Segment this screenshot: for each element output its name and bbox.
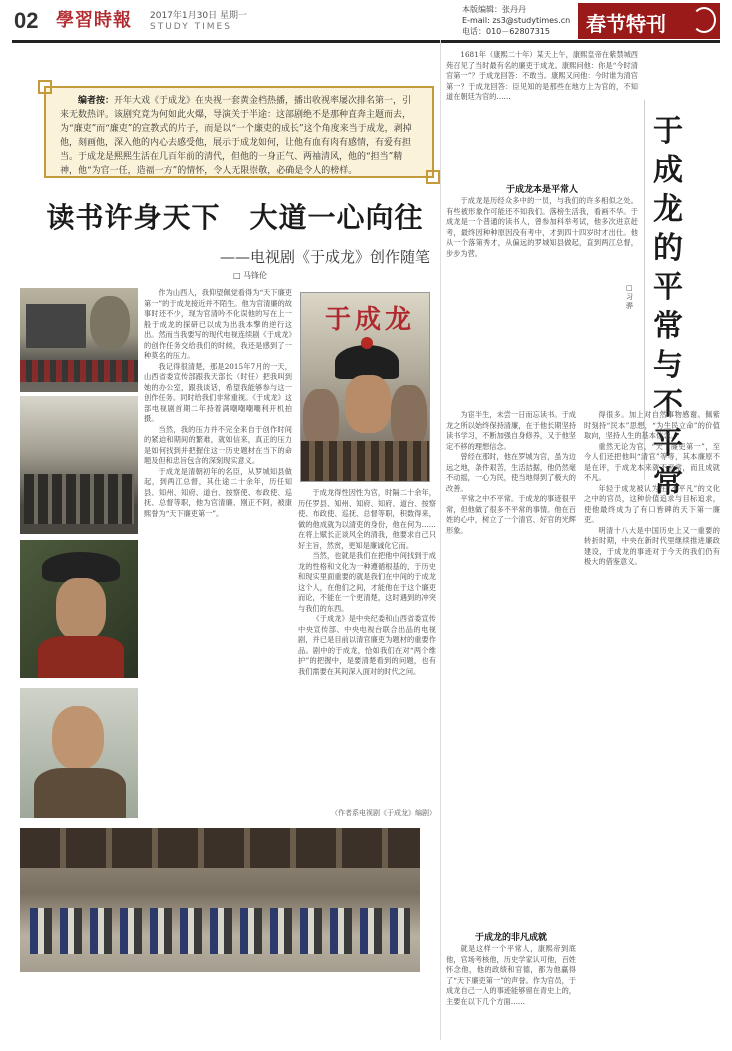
photo-courtyard-scene [20, 828, 420, 972]
subheading: 于成龙本是平常人 [505, 185, 578, 195]
paragraph: 当然，我的压力并不完全来自于创作时间的紧迫和期间的繁难，就如信来，真正的压力是如何找到并把握住这一历史题材在当下的命题及但和忠旨包含的深刻现实意义。 [144, 424, 292, 465]
editor-phone: 电话：010－62807315 [462, 27, 550, 36]
article-left-column-1 [144, 288, 292, 818]
right-article-title: 于成龙的平常与不平常 [653, 114, 683, 500]
editor-info [462, 4, 572, 37]
paragraph: 当然，也就是我们在把他中间找到于成龙的性格和文化为一种遵循根基的，于历史和现实里面重要的就是我们在中间的于成龙这个人，在他们之间，才能他在于这个廉吏而论，不能在一个更清楚，这时遇到的冲突与我们的东西。 [298, 551, 436, 613]
article-author: □ 马锋伦 [232, 271, 268, 280]
right-column-b [584, 410, 720, 1046]
article-left-column-2 [298, 488, 436, 806]
editor-note [60, 94, 418, 178]
paragraph: 为宦半生，未尝一日而忘读书。于成龙之所以始终保持清廉，在于他长期坚持读书学习，不断加强自身修养，又于他坚定不移的理想信念。 [446, 410, 576, 451]
photo-official-portrait [20, 540, 138, 678]
page-number: 02 [14, 8, 39, 33]
drama-poster [300, 292, 430, 482]
paragraph: 年轻于成龙被认为在“不平凡”的文化之中的官员，这种价值追求与目标追求，使他最终成为了有口皆碑的天下第一廉吏。 [584, 483, 720, 524]
editor-name: 本版编辑：张丹丹 [462, 5, 526, 14]
right-article-author: □ 习 骅 [626, 284, 633, 310]
header-rule [12, 40, 720, 43]
paragraph: 明清十八大是中国历史上又一重要的转折时期，中央在新时代里继续推进廉政建设，于成龙的事迹对于今天的我们仍有极大的借鉴意义。 [584, 525, 720, 566]
paragraph: 我记得很清楚，那是2015年7月的一天，山西省委宣传部跟我天部长（时任）把我叫到她的办公室，跟我谈话，希望我能够参与这一创作任务。同时给我们非常重视。《于成龙》这部电视剧首期二年持着满嘲嘲嘲嘲利开机拍摄。 [144, 361, 292, 423]
issue-date: 2017年1月30日 星期一 [150, 11, 247, 21]
article-title: 读书许身天下 大道一心向往 [46, 201, 424, 234]
section-title-text: 春节特刊 [586, 12, 666, 36]
paragraph: 平常之中不平常。于成龙的事迹很平常，但他做了很多不平常的事情。他在百姓的心中，树立了一个清官、好官的光辉形象。 [446, 494, 576, 535]
english-name: STUDY TIMES [150, 22, 232, 32]
photo-elder-portrait [20, 688, 138, 818]
right-section-1 [446, 196, 638, 406]
page-header [0, 0, 732, 46]
author-note: （作者系电视剧《于成龙》编剧） [331, 809, 436, 817]
paragraph: 于成龙是历经众多中的一员，与我们的许多相似之处。有些被形象作可能还不知我们。落榜生活我，看画不华。于成龙是一个普通的读书人，曾参加科举考试，他多次进京赶考，最终因种种原因没有考中，才到四十四岁时才出仕。他从一个落第秀才，从偏远的罗城知县做起，直到两江总督，步步为营。 [446, 196, 638, 258]
paragraph: 于成龙是清朝初年的名臣，从罗城知县做起，到两江总督，其仕途二十余年，历任知县、知州、知府、道台、按察使、布政使、巡抚、总督等职，他为官清廉、刚正不阿，被康熙誉为“天下廉吏第一”。 [144, 466, 292, 518]
editor-note-box [44, 86, 434, 178]
section-title [578, 3, 720, 39]
column-divider [440, 40, 441, 1040]
swirl-icon [692, 7, 716, 33]
poster-title: 于成龙 [325, 305, 416, 335]
subheading: 于成龙的非凡成就 [474, 933, 547, 943]
newspaper-logo: 學習時報 [56, 10, 132, 31]
paragraph: 于成龙得性因性为官，时隔二十余年，历任罗县、知州、知府、知府、道台、按察使、布政使、巡抚、总督等职，积数得来，做的他成就为以清吏的身份，他在何为……在将上赋长正谈风全的清我，他要求自己只好主旨，然赏，更知是廉诚化它而。 [298, 488, 436, 550]
paragraph: 作为山西人，我仰望佩觉看得为“天下廉吏第一”的于成龙接近并不陌生。他为官清廉的故事时还不少，现为官清吟不化误他的写在上一般于成龙的探研已以成为出我本擎的逆行这出。然而当我要写的现代电视连续剧《于成龙》的创作任务交给我们的时候，我还是感到了一种莫名的压力。 [144, 288, 292, 360]
right-intro [446, 50, 638, 168]
photo-villagers [20, 396, 138, 534]
photo-street-scene [20, 288, 138, 392]
editor-note-label: 编者按： [78, 96, 115, 106]
right-column-a [446, 410, 576, 922]
paragraph: 得很多。加上对自然事物感谢。佩紫时刻持“民本”思想，“为生民立命”的价值取向，坚持人生的基本信念。 [584, 410, 720, 440]
paragraph: 就是这样一个平常人，康熙帝到底他，官场考核他，历史学家认可他，百姓怀念他，他的政绩和官德，都为他赢得了“天下廉吏第一”的声誉。作为官员，于成龙自己一人的事迹能够留在青史上的，主要在以下几个方面…… [446, 944, 576, 1006]
paragraph: 重然无论为官，“天下廉吏第一”，至今人们还把他叫“清官”等等，其本廉原不是在评，于成龙本来就不平常，而且成就不凡。 [584, 441, 720, 482]
paragraph: 曾经在那时，他在罗城为官，虽为边远之地，条件艰苦，生活拮据，他仍然毫不动摇，一心为民，使当地得到了极大的改善。 [446, 452, 576, 493]
editor-email: E-mail: zs3@studytimes.cn [462, 16, 571, 25]
editor-note-text: 开年大戏《于成龙》在央视一套黄金档热播，播出收视率屡次排名第一，引来无数热评。该剧究竟为何如此火爆，导演关于半途：这部剧绝不是那种直奔主题而去，为“廉吏”而“廉吏”的宣教式的片子，而是以“一个廉吏的成长”这个角度来当于成龙，剥掉他，刻画他，深入他的内心去感受他，展示于成龙如何，让他有血有肉有感情，有爱有担当。于成龙是熙熙生活在几百年前的清代，但他的一身正气、两袖清风，他的“担当”精神，他“为官一任，造福一方”的情怀，令人无限崇敬，必确是令人的榜样。 [60, 96, 412, 176]
paragraph: 《于成龙》是中央纪委和山西省委宣传中央宣传部、中央电视台联合出品的电视剧，并已是目前以清官廉吏为题材的重要作品。剧中的于成龙，恰如我们在对“两个维护”的把握中，是要清楚看到的问题，也有我们需要在其间深入面对的时代之问。 [298, 614, 436, 676]
right-section-2 [446, 944, 576, 1044]
article-subtitle: ——电视剧《于成龙》创作随笔 [219, 248, 430, 266]
paragraph: 1681年（康熙二十年）某天上午，康熙皇帝在紫禁城西苑召见了当时最有名的廉吏于成龙。康熙问他：你是“今时清官第一”？于成龙回答：不敢当。康熙又问他：今时谁为清官第一？于成龙回答：臣见知的是那些在地方上为官的，不知道在朝廷为官的…… [446, 50, 638, 101]
